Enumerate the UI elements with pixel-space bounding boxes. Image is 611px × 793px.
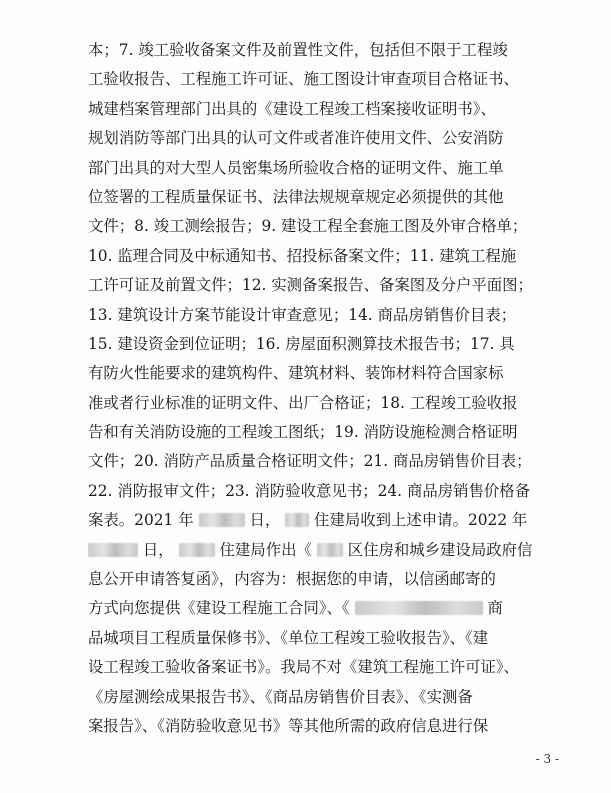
text-line: 设工程竣工验收备案证书》。我局不对《建筑工程施工许可证》、	[88, 658, 519, 677]
text-line: 工验收报告、工程施工许可证、施工图设计审查项目合格证书、	[88, 70, 519, 89]
text-line: 位签署的工程质量保证书、法律法规规章规定必须提供的其他	[88, 187, 504, 206]
text-line: 有防火性能要求的建筑构件、建筑材料、装饰材料符合国家标	[88, 364, 504, 383]
text-segment: 方式向您提供《建设工程施工合同》、《	[88, 599, 350, 618]
text-line: 案报告》、《消防验收意见书》等其他所需的政府信息进行保	[88, 716, 489, 735]
redacted-place	[179, 543, 215, 557]
text-line: 城建档案管理部门出具的《建设工程竣工档案接收证明书》、	[88, 99, 496, 118]
text-segment: 案表。2021 年	[88, 511, 194, 530]
text-line: 15. 建设资金到位证明；16. 房屋面积测算技术报告书；17. 具	[88, 334, 515, 353]
body-text	[88, 36, 548, 741]
redacted-place	[285, 513, 309, 527]
text-line-with-redaction	[88, 594, 548, 623]
text-line: 部门出具的对大型人员密集场所验收合格的证明文件、施工单	[88, 158, 504, 177]
text-line: 准或者行业标准的证明文件、出厂合格证；18. 工程竣工验收报	[88, 393, 518, 412]
text-segment: 商	[487, 599, 503, 618]
text-line: 文件；20. 消防产品质量合格证明文件；21. 商品房销售价目表；	[88, 452, 532, 471]
page-number: - 3 -	[535, 752, 559, 766]
text-line: 告和有关消防设施的工程竣工图纸；19. 消防设施检测合格证明	[88, 423, 518, 442]
text-line: 13. 建筑设计方案节能设计审查意见；14. 商品房销售价目表；	[88, 305, 517, 324]
text-line: 息公开申请答复函》，内容为：根据您的申请，以信函邮寄的	[88, 570, 496, 589]
text-line: 《房屋测绘成果报告书》、《商品房销售价目表》、《实测备	[88, 687, 473, 706]
text-line: 22. 消防报审文件；23. 消防验收意见书；24. 商品房销售价格备	[88, 481, 531, 500]
text-line: 工许可证及前置文件；12. 实测备案报告、备案图及分户平面图；	[88, 276, 533, 295]
redacted-date	[88, 543, 138, 557]
text-line: 本；7. 竣工验收备案文件及前置性文件，包括但不限于工程竣	[88, 41, 508, 59]
text-segment: 住建局作出《	[219, 540, 312, 559]
redacted-date	[199, 513, 245, 527]
text-segment: 住建局收到上述申请。2022 年	[314, 511, 528, 530]
redacted-project-name	[355, 601, 483, 615]
text-segment: 区住房和城乡建设局政府信	[347, 540, 533, 559]
text-line-with-redaction	[88, 536, 548, 565]
text-segment: 日，	[142, 540, 174, 559]
text-line: 10. 监理合同及中标通知书、招投标备案文件；11. 建筑工程施	[88, 246, 517, 265]
text-line: 文件；8. 竣工测绘报告；9. 建设工程全套施工图及外审合格单；	[88, 217, 528, 236]
text-line-with-redaction	[88, 506, 548, 535]
text-segment: 日，	[249, 511, 281, 530]
text-line: 规划消防等部门出具的认可文件或者准许使用文件、公安消防	[88, 129, 504, 148]
redacted-place	[317, 543, 343, 557]
text-line: 品城项目工程质量保修书》、《单位工程竣工验收报告》、《建	[88, 628, 489, 647]
